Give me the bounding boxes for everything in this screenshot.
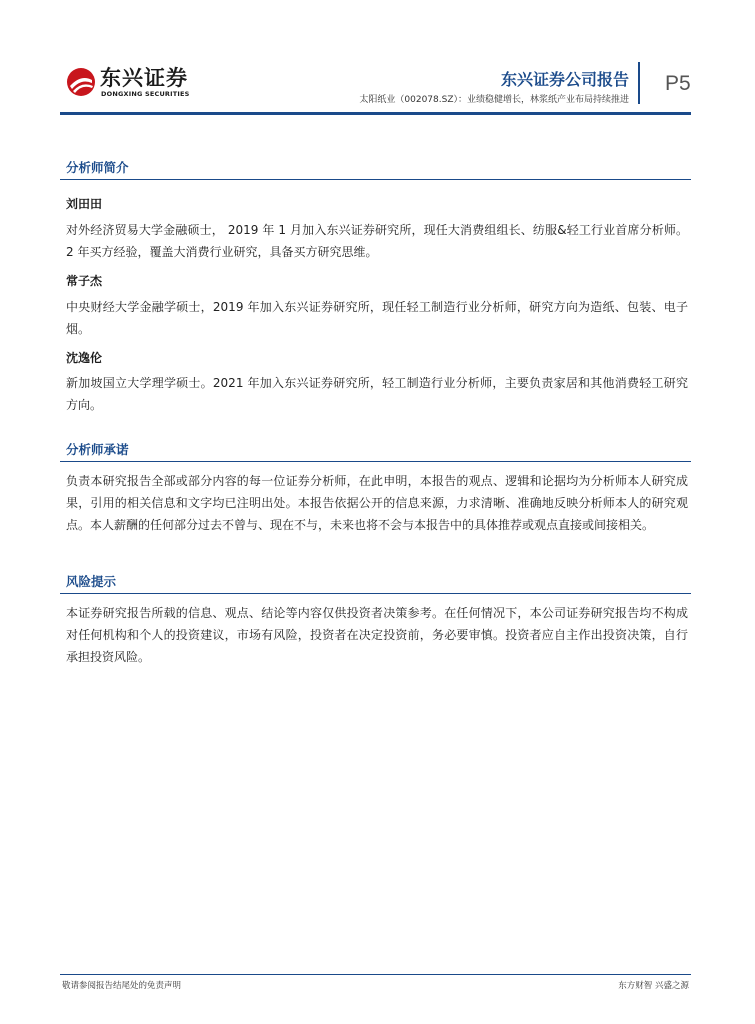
header-divider: [638, 62, 640, 104]
logo-chinese-name: 东兴证券: [100, 66, 188, 90]
header-rule: [60, 112, 691, 115]
section-title: 风险提示: [66, 574, 117, 589]
section-heading-analyst-intro: [60, 157, 691, 180]
analyst-name: 常子杰: [66, 274, 103, 288]
logo-english-name: DONGXING SECURITIES: [101, 90, 190, 98]
commitment-paragraph: 负责本研究报告全部或部分内容的每一位证券分析师，在此申明，本报告的观点、逻辑和论据均为分析师本人研究成果，引用的相关信息和文字均已注明出处。本报告依据公开的信息来源，力求清晰、准确地反映分析师本人的研究观点。本人薪酬的任何部分过去不曾与、现在不与，未来也将不会与本报告中的具体推荐或观点直接或间接相关。: [66, 474, 688, 532]
analyst-bio: 中央财经大学金融学硕士，2019 年加入东兴证券研究所，现任轻工制造行业分析师，研究方向为造纸、包装、电子烟。: [66, 300, 688, 336]
analyst-name: 刘田田: [66, 197, 103, 211]
analyst-name: 沈逸伦: [66, 351, 103, 365]
dongxing-logo-icon: [66, 66, 96, 98]
risk-paragraph: 本证券研究报告所载的信息、观点、结论等内容仅供投资者决策参考。在任何情况下，本公司证券研究报告均不构成对任何机构和个人的投资建议，市场有风险，投资者在决定投资前，务必要审慎。投资者应自主作出投资决策，自行承担投资风险。: [66, 606, 688, 664]
section-title: 分析师简介: [66, 160, 129, 175]
analyst-bio: 新加坡国立大学理学硕士。2021 年加入东兴证券研究所，轻工制造行业分析师，主要负责家居和其他消费轻工研究方向。: [66, 376, 688, 412]
section-heading-risk-notice: [60, 571, 691, 594]
page-number: P5: [665, 72, 691, 95]
report-type-title: 东兴证券公司报告: [500, 70, 629, 89]
section-title: 分析师承诺: [66, 442, 129, 457]
section-heading-analyst-commitment: [60, 439, 691, 462]
footer-disclaimer-note: 敬请参阅报告结尾处的免责声明: [62, 981, 182, 991]
company-logo: [66, 66, 216, 102]
footer-rule: [60, 974, 691, 975]
footer-slogan: 东方财智 兴盛之源: [618, 981, 689, 991]
analyst-bio: 对外经济贸易大学金融硕士， 2019 年 1 月加入东兴证券研究所，现任大消费组组长、纺服&轻工行业首席分析师。2 年买方经验，覆盖大消费行业研究，具备买方研究思维。: [66, 223, 688, 259]
report-subtitle: 太阳纸业（002078.SZ）：业绩稳健增长，林浆纸产业布局持续推进: [359, 95, 629, 105]
